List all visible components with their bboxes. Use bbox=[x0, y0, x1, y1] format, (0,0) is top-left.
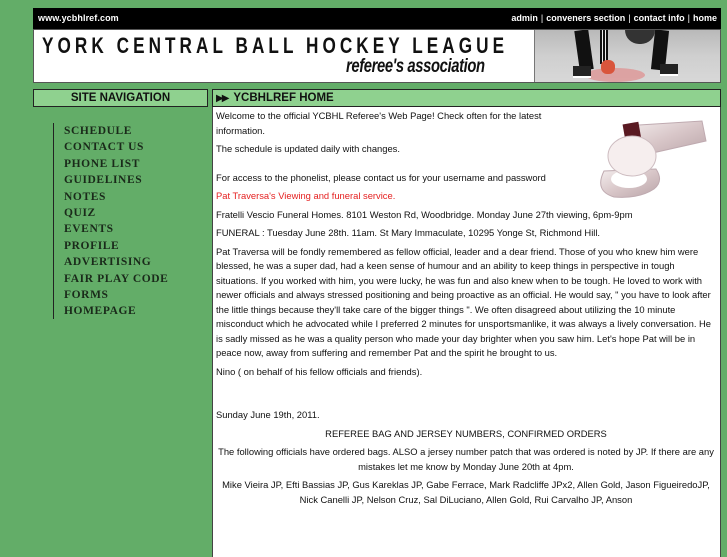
nav-item-quiz[interactable]: QUIZ bbox=[64, 206, 96, 219]
nav-item-phone-list[interactable]: PHONE LIST bbox=[64, 157, 140, 170]
tribute-text: Pat Traversa will be fondly remembered as fellow official, leader and a dear friend. Those of you who knew him were blessed, he was a super dad, had a keen sense of humour and an ability to keep things in perspective in tough situations. If you worked with him, you were lucky, he was fun and also knew when to be tough. He loved to work with newer officials and always stressed positioning and being proactive as an official. He would say, " you have to look after the little things because they'll take care of the bigger things ". We often disagreed about utilizing the 10 minute misconduct which he advocated while I preferred 2 minutes for unsportsmanlike, it was always a lively conversation. He is sadly missed as he was a quality person who made your day brighter when you saw him. Let's hope Pat will be in peace now, away from suffering and remember Pat and the spirit he brought to us. bbox=[216, 245, 712, 358]
admin-link[interactable]: admin bbox=[511, 13, 538, 23]
separator: | bbox=[687, 13, 690, 23]
double-arrow-icon: ▶▶ bbox=[216, 93, 228, 104]
nav-item-fair-play-code[interactable]: FAIR PLAY CODE bbox=[64, 272, 169, 285]
top-bar bbox=[33, 8, 721, 29]
main-header bbox=[212, 89, 721, 107]
referee-hand bbox=[601, 60, 615, 74]
skate bbox=[573, 66, 591, 78]
welcome-text: Welcome to the official YCBHL Referee's Web Page! Check often for the latest information. bbox=[216, 110, 542, 136]
orders-note: The following officials have ordered bags. ALSO a jersey number patch that was ordered is noted by JP. If there are any mistakes let me know by Monday June 20th at 4pm. bbox=[218, 446, 714, 472]
banner bbox=[33, 29, 721, 83]
nav-item-notes[interactable]: NOTES bbox=[64, 190, 106, 203]
funeral-details: FUNERAL : Tuesday June 28th. 11am. St Mary Immaculate, 10295 Yonge St, Richmond Hill. bbox=[216, 227, 601, 238]
league-title: YORK CENTRAL BALL HOCKEY LEAGUE bbox=[42, 33, 509, 58]
phonelist-text: For access to the phonelist, please contact us for your username and password bbox=[216, 171, 546, 183]
referee-stripe bbox=[600, 30, 608, 64]
conveners-section-link[interactable]: conveners section bbox=[546, 13, 626, 23]
separator: | bbox=[628, 13, 631, 23]
orders-title: REFEREE BAG AND JERSEY NUMBERS, CONFIRMED ORDERS bbox=[325, 427, 607, 439]
site-navigation-header: SITE NAVIGATION bbox=[33, 89, 208, 107]
separator: | bbox=[540, 13, 544, 23]
funeral-notice: Pat Traversa's Viewing and funeral service. bbox=[216, 190, 396, 201]
nav-item-guidelines[interactable]: GUIDELINES bbox=[64, 174, 143, 187]
site-navigation bbox=[53, 123, 168, 319]
nav-item-events[interactable]: EVENTS bbox=[64, 223, 114, 236]
home-link[interactable]: home bbox=[692, 13, 717, 23]
top-links bbox=[511, 13, 717, 23]
main-content bbox=[212, 107, 721, 557]
nav-item-schedule[interactable]: SCHEDULE bbox=[64, 125, 133, 137]
nav-item-profile[interactable]: PROFILE bbox=[64, 239, 120, 252]
nav-item-forms[interactable]: FORMS bbox=[64, 288, 109, 301]
viewing-details: Fratelli Vescio Funeral Homes. 8101 Weston Rd, Woodbridge. Monday June 27th viewing, 6pm-9pm bbox=[216, 208, 633, 220]
ice-stain bbox=[585, 68, 645, 82]
orders-list: Mike Vieira JP, Efti Bassias JP, Gus Kareklas JP, Gabe Ferrace, Mark Radcliffe JPx2, Allen Gold, Jason FigueiredoJP, Nick Canelli JP, Nelson Cruz, Sal DiLuciano, Allen Gold, Rui Carvalho JP, Anson bbox=[222, 479, 710, 505]
whistle-image bbox=[584, 111, 714, 199]
league-subtitle: referee's association bbox=[346, 56, 485, 77]
date-text: Sunday June 19th, 2011. bbox=[216, 409, 320, 420]
referee-leg bbox=[574, 30, 593, 71]
nav-item-contact-us[interactable]: CONTACT US bbox=[64, 141, 145, 154]
contact-info-link[interactable]: contact info bbox=[633, 13, 685, 23]
nav-item-advertising[interactable]: ADVERTISING bbox=[64, 256, 152, 269]
page-title: YCBHLREF HOME bbox=[233, 92, 334, 104]
referee-photo bbox=[534, 30, 720, 82]
schedule-text: The schedule is updated daily with changes. bbox=[216, 143, 400, 154]
skate bbox=[660, 64, 678, 76]
ball bbox=[625, 30, 655, 44]
signoff-text: Nino ( on behalf of his fellow officials and friends). bbox=[216, 365, 423, 377]
site-url: www.ycbhlref.com bbox=[38, 13, 119, 23]
nav-item-homepage[interactable]: HOMEPAGE bbox=[64, 305, 137, 318]
